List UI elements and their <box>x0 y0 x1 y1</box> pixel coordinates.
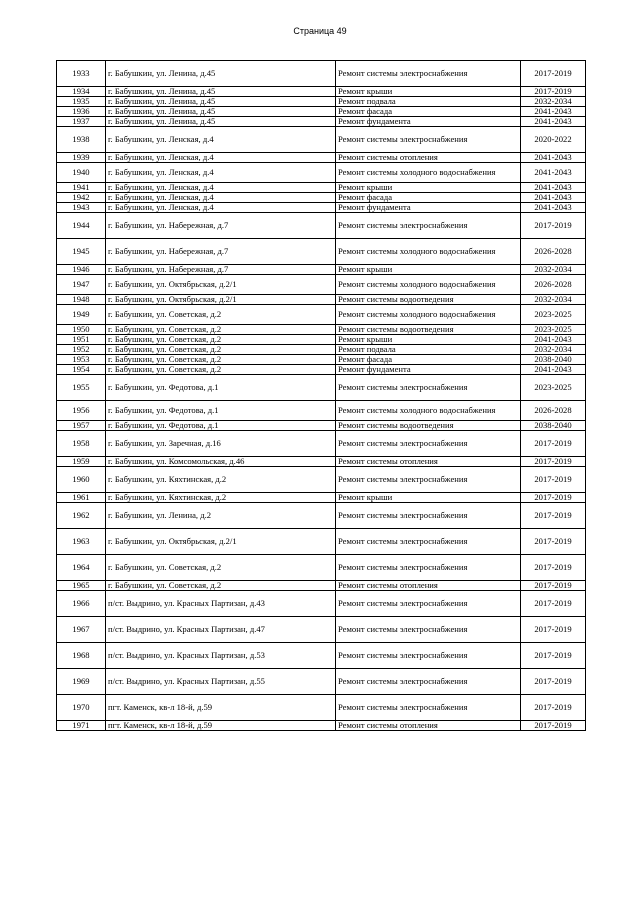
work-type-cell: Ремонт системы водоотведения <box>336 325 521 335</box>
row-number-cell: 1966 <box>57 591 106 617</box>
work-type-cell: Ремонт крыши <box>336 265 521 275</box>
row-number-cell: 1959 <box>57 457 106 467</box>
row-number-cell: 1952 <box>57 345 106 355</box>
work-type-cell: Ремонт крыши <box>336 87 521 97</box>
period-cell: 2032-2034 <box>521 295 586 305</box>
work-type-cell: Ремонт системы холодного водоснабжения <box>336 305 521 325</box>
address-cell: г. Бабушкин, ул. Советская, д.2 <box>106 335 336 345</box>
work-type-cell: Ремонт системы холодного водоснабжения <box>336 275 521 295</box>
row-number-cell: 1969 <box>57 669 106 695</box>
row-number-cell: 1957 <box>57 421 106 431</box>
period-cell: 2032-2034 <box>521 97 586 107</box>
row-number-cell: 1933 <box>57 61 106 87</box>
period-cell: 2017-2019 <box>521 457 586 467</box>
address-cell: г. Бабушкин, ул. Набережная, д.7 <box>106 265 336 275</box>
row-number-cell: 1950 <box>57 325 106 335</box>
row-number-cell: 1965 <box>57 581 106 591</box>
address-cell: г. Бабушкин, ул. Ленская, д.4 <box>106 153 336 163</box>
table-row <box>57 493 586 503</box>
row-number-cell: 1970 <box>57 695 106 721</box>
work-type-cell: Ремонт системы водоотведения <box>336 295 521 305</box>
work-type-cell: Ремонт системы водоотведения <box>336 421 521 431</box>
address-cell: г. Бабушкин, ул. Ленина, д.45 <box>106 107 336 117</box>
table-row <box>57 295 586 305</box>
work-type-cell: Ремонт системы отопления <box>336 581 521 591</box>
work-type-cell: Ремонт системы электроснабжения <box>336 591 521 617</box>
work-type-cell: Ремонт системы отопления <box>336 721 521 731</box>
period-cell: 2041-2043 <box>521 107 586 117</box>
row-number-cell: 1935 <box>57 97 106 107</box>
address-cell: г. Бабушкин, ул. Федотова, д.1 <box>106 401 336 421</box>
row-number-cell: 1961 <box>57 493 106 503</box>
table-row <box>57 365 586 375</box>
table-row <box>57 591 586 617</box>
work-type-cell: Ремонт системы электроснабжения <box>336 127 521 153</box>
work-type-cell: Ремонт системы электроснабжения <box>336 503 521 529</box>
row-number-cell: 1934 <box>57 87 106 97</box>
work-type-cell: Ремонт фундамента <box>336 365 521 375</box>
address-cell: г. Бабушкин, ул. Ленская, д.4 <box>106 127 336 153</box>
period-cell: 2017-2019 <box>521 581 586 591</box>
row-number-cell: 1946 <box>57 265 106 275</box>
address-cell: г. Бабушкин, ул. Кяхтинская, д.2 <box>106 467 336 493</box>
address-cell: г. Бабушкин, ул. Заречная, д.16 <box>106 431 336 457</box>
page-number-header: Страница 49 <box>293 26 347 36</box>
period-cell: 2017-2019 <box>521 431 586 457</box>
work-type-cell: Ремонт подвала <box>336 345 521 355</box>
row-number-cell: 1954 <box>57 365 106 375</box>
address-cell: г. Бабушкин, ул. Советская, д.2 <box>106 365 336 375</box>
period-cell: 2017-2019 <box>521 87 586 97</box>
work-type-cell: Ремонт системы электроснабжения <box>336 213 521 239</box>
table-row <box>57 275 586 295</box>
work-type-cell: Ремонт крыши <box>336 493 521 503</box>
row-number-cell: 1963 <box>57 529 106 555</box>
work-type-cell: Ремонт системы электроснабжения <box>336 467 521 493</box>
period-cell: 2017-2019 <box>521 591 586 617</box>
address-cell: г. Бабушкин, ул. Ленская, д.4 <box>106 163 336 183</box>
work-type-cell: Ремонт системы отопления <box>336 153 521 163</box>
row-number-cell: 1960 <box>57 467 106 493</box>
period-cell: 2041-2043 <box>521 117 586 127</box>
row-number-cell: 1955 <box>57 375 106 401</box>
period-cell: 2017-2019 <box>521 493 586 503</box>
period-cell: 2020-2022 <box>521 127 586 153</box>
period-cell: 2026-2028 <box>521 275 586 295</box>
address-cell: г. Бабушкин, ул. Советская, д.2 <box>106 305 336 325</box>
row-number-cell: 1953 <box>57 355 106 365</box>
address-cell: г. Бабушкин, ул. Советская, д.2 <box>106 325 336 335</box>
work-type-cell: Ремонт системы отопления <box>336 457 521 467</box>
address-cell: г. Бабушкин, ул. Набережная, д.7 <box>106 213 336 239</box>
row-number-cell: 1944 <box>57 213 106 239</box>
table-row <box>57 97 586 107</box>
address-cell: г. Бабушкин, ул. Советская, д.2 <box>106 345 336 355</box>
period-cell: 2032-2034 <box>521 345 586 355</box>
row-number-cell: 1964 <box>57 555 106 581</box>
row-number-cell: 1940 <box>57 163 106 183</box>
address-cell: г. Бабушкин, ул. Ленина, д.2 <box>106 503 336 529</box>
work-type-cell: Ремонт системы электроснабжения <box>336 431 521 457</box>
period-cell: 2041-2043 <box>521 153 586 163</box>
table-row <box>57 213 586 239</box>
table-row <box>57 163 586 183</box>
period-cell: 2017-2019 <box>521 529 586 555</box>
table-row <box>57 325 586 335</box>
row-number-cell: 1942 <box>57 193 106 203</box>
row-number-cell: 1937 <box>57 117 106 127</box>
row-number-cell: 1938 <box>57 127 106 153</box>
work-type-cell: Ремонт системы электроснабжения <box>336 61 521 87</box>
table-row <box>57 421 586 431</box>
work-type-cell: Ремонт крыши <box>336 335 521 345</box>
period-cell: 2026-2028 <box>521 401 586 421</box>
table-row <box>57 127 586 153</box>
address-cell: г. Бабушкин, ул. Ленина, д.45 <box>106 87 336 97</box>
period-cell: 2023-2025 <box>521 325 586 335</box>
address-cell: г. Бабушкин, ул. Ленская, д.4 <box>106 193 336 203</box>
period-cell: 2041-2043 <box>521 335 586 345</box>
table-row <box>57 695 586 721</box>
table-row <box>57 153 586 163</box>
period-cell: 2017-2019 <box>521 503 586 529</box>
period-cell: 2017-2019 <box>521 467 586 493</box>
period-cell: 2017-2019 <box>521 721 586 731</box>
address-cell: г. Бабушкин, ул. Ленина, д.45 <box>106 61 336 87</box>
work-type-cell: Ремонт крыши <box>336 183 521 193</box>
period-cell: 2041-2043 <box>521 183 586 193</box>
table-row <box>57 555 586 581</box>
row-number-cell: 1936 <box>57 107 106 117</box>
address-cell: г. Бабушкин, ул. Советская, д.2 <box>106 581 336 591</box>
address-cell: г. Бабушкин, ул. Октябрьская, д.2/1 <box>106 529 336 555</box>
address-cell: г. Бабушкин, ул. Комсомольская, д.46 <box>106 457 336 467</box>
work-type-cell: Ремонт фасада <box>336 107 521 117</box>
address-cell: г. Бабушкин, ул. Федотова, д.1 <box>106 421 336 431</box>
period-cell: 2041-2043 <box>521 193 586 203</box>
row-number-cell: 1967 <box>57 617 106 643</box>
address-cell: г. Бабушкин, ул. Кяхтинская, д.2 <box>106 493 336 503</box>
period-cell: 2017-2019 <box>521 617 586 643</box>
work-type-cell: Ремонт системы электроснабжения <box>336 529 521 555</box>
period-cell: 2023-2025 <box>521 305 586 325</box>
table-row <box>57 345 586 355</box>
work-type-cell: Ремонт системы электроснабжения <box>336 555 521 581</box>
row-number-cell: 1941 <box>57 183 106 193</box>
table-row <box>57 87 586 97</box>
work-type-cell: Ремонт фасада <box>336 193 521 203</box>
period-cell: 2017-2019 <box>521 643 586 669</box>
work-type-cell: Ремонт системы холодного водоснабжения <box>336 163 521 183</box>
work-type-cell: Ремонт фундамента <box>336 117 521 127</box>
table-row <box>57 529 586 555</box>
address-cell: пгт. Каменск, кв-л 18-й, д.59 <box>106 721 336 731</box>
row-number-cell: 1951 <box>57 335 106 345</box>
work-type-cell: Ремонт подвала <box>336 97 521 107</box>
period-cell: 2017-2019 <box>521 555 586 581</box>
address-cell: пгт. Каменск, кв-л 18-й, д.59 <box>106 695 336 721</box>
table-row <box>57 355 586 365</box>
address-cell: г. Бабушкин, ул. Ленина, д.45 <box>106 97 336 107</box>
row-number-cell: 1948 <box>57 295 106 305</box>
work-type-cell: Ремонт системы электроснабжения <box>336 695 521 721</box>
period-cell: 2038-2040 <box>521 421 586 431</box>
table-row <box>57 117 586 127</box>
work-type-cell: Ремонт системы электроснабжения <box>336 375 521 401</box>
period-cell: 2041-2043 <box>521 365 586 375</box>
row-number-cell: 1949 <box>57 305 106 325</box>
address-cell: г. Бабушкин, ул. Ленская, д.4 <box>106 203 336 213</box>
table-row <box>57 467 586 493</box>
table-row <box>57 265 586 275</box>
address-cell: п/ст. Выдрино, ул. Красных Партизан, д.53 <box>106 643 336 669</box>
table-row <box>57 669 586 695</box>
row-number-cell: 1956 <box>57 401 106 421</box>
address-cell: г. Бабушкин, ул. Октябрьская, д.2/1 <box>106 295 336 305</box>
table-row <box>57 193 586 203</box>
table-row <box>57 107 586 117</box>
repair-schedule-table <box>56 60 586 731</box>
work-type-cell: Ремонт системы электроснабжения <box>336 643 521 669</box>
period-cell: 2038-2040 <box>521 355 586 365</box>
period-cell: 2032-2034 <box>521 265 586 275</box>
table-row <box>57 203 586 213</box>
row-number-cell: 1958 <box>57 431 106 457</box>
row-number-cell: 1971 <box>57 721 106 731</box>
work-type-cell: Ремонт системы холодного водоснабжения <box>336 239 521 265</box>
table-row <box>57 431 586 457</box>
table-row <box>57 305 586 325</box>
table-row <box>57 401 586 421</box>
address-cell: п/ст. Выдрино, ул. Красных Партизан, д.47 <box>106 617 336 643</box>
table-row <box>57 61 586 87</box>
period-cell: 2026-2028 <box>521 239 586 265</box>
address-cell: г. Бабушкин, ул. Ленина, д.45 <box>106 117 336 127</box>
period-cell: 2023-2025 <box>521 375 586 401</box>
address-cell: п/ст. Выдрино, ул. Красных Партизан, д.43 <box>106 591 336 617</box>
row-number-cell: 1939 <box>57 153 106 163</box>
work-type-cell: Ремонт системы электроснабжения <box>336 669 521 695</box>
period-cell: 2041-2043 <box>521 203 586 213</box>
table-row <box>57 457 586 467</box>
work-type-cell: Ремонт фундамента <box>336 203 521 213</box>
period-cell: 2041-2043 <box>521 163 586 183</box>
address-cell: г. Бабушкин, ул. Советская, д.2 <box>106 355 336 365</box>
work-type-cell: Ремонт системы электроснабжения <box>336 617 521 643</box>
address-cell: г. Бабушкин, ул. Октябрьская, д.2/1 <box>106 275 336 295</box>
table-body <box>57 61 586 731</box>
table-row <box>57 375 586 401</box>
address-cell: п/ст. Выдрино, ул. Красных Партизан, д.55 <box>106 669 336 695</box>
period-cell: 2017-2019 <box>521 669 586 695</box>
table-row <box>57 581 586 591</box>
table-row <box>57 183 586 193</box>
table-row <box>57 503 586 529</box>
period-cell: 2017-2019 <box>521 213 586 239</box>
table-row <box>57 239 586 265</box>
address-cell: г. Бабушкин, ул. Набережная, д.7 <box>106 239 336 265</box>
period-cell: 2017-2019 <box>521 61 586 87</box>
row-number-cell: 1968 <box>57 643 106 669</box>
period-cell: 2017-2019 <box>521 695 586 721</box>
row-number-cell: 1945 <box>57 239 106 265</box>
address-cell: г. Бабушкин, ул. Федотова, д.1 <box>106 375 336 401</box>
work-type-cell: Ремонт системы холодного водоснабжения <box>336 401 521 421</box>
table-row <box>57 643 586 669</box>
work-type-cell: Ремонт фасада <box>336 355 521 365</box>
row-number-cell: 1943 <box>57 203 106 213</box>
row-number-cell: 1947 <box>57 275 106 295</box>
row-number-cell: 1962 <box>57 503 106 529</box>
table-row <box>57 335 586 345</box>
address-cell: г. Бабушкин, ул. Ленская, д.4 <box>106 183 336 193</box>
table-row <box>57 721 586 731</box>
address-cell: г. Бабушкин, ул. Советская, д.2 <box>106 555 336 581</box>
table-row <box>57 617 586 643</box>
